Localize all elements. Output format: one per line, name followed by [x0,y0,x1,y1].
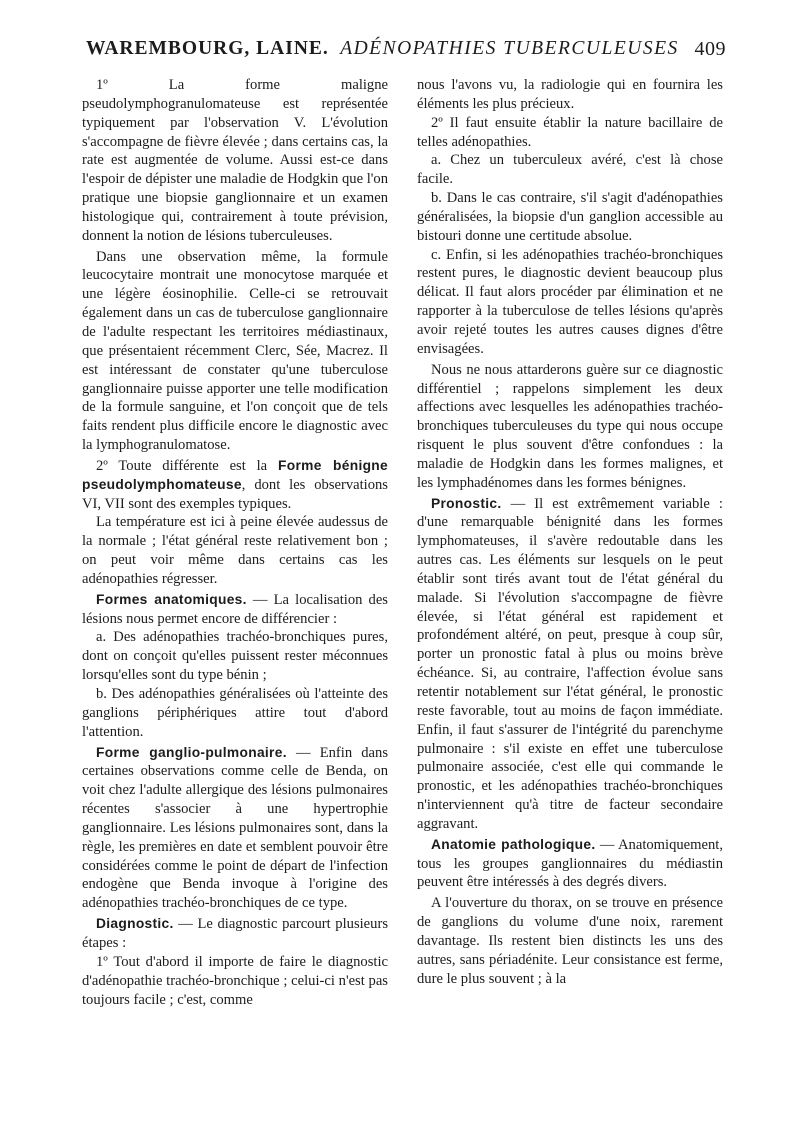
paragraph-text: — Anatomiquement, tous les groupes ganglionnaires du médiastin peuvent être intéressés à des degrés divers. [417,836,723,891]
header-title: ADÉNOPATHIES TUBERCULEUSES [340,38,679,59]
paragraph: nous l'avons vu, la radiologie qui en fournira les éléments les plus précieux. [417,77,723,112]
section-heading: Formes anatomiques. [96,591,247,607]
paragraph: 2º Il faut ensuite établir la nature bacillaire de telles adénopathies. [417,114,723,150]
paragraph-text: — Enfin dans certaines observations comme celle de Benda, on voit chez l'adulte allergique des lésions pulmonaires récentes s'associer à une hypertrophie ganglionnaire. Les lésions pulmonaires sont, dans la règle, les premières en date et semblent pouvoir être considérées comme le point de départ de l'infection endogène que Benda invoque à l'origine des adénopathies trachéo-bronchiques de ce type. [82,744,388,912]
paragraph [82,915,388,953]
section-heading: Forme ganglio-pulmonaire. [96,744,287,760]
paragraph [417,495,723,834]
list-item: b. Dans le cas contraire, s'il s'agit d'adénopathies généralisées, la biopsie d'un ganglion accessible au bistouri donne une certitude absolue. [417,190,723,244]
paragraph: A l'ouverture du thorax, on se trouve en présence de ganglions du volume d'une noix, rarement davantage. Ils restent bien distincts les uns des autres, sans périadénite. Leur consistance est ferme, dure le plus souvent ; à la [417,895,723,987]
paragraph: 1º La forme maligne pseudolymphogranulomateuse est représentée typiquement par l'observation V. L'évolution s'accompagne de fièvre élevée ; dans certains cas, la rate est augmentée de volume. Aussi est-ce dans l'espoir de dépister une maladie de Hodgkin que l'on pratique une biopsie ganglionnaire et un examen histologique qui, contrairement à toute prévision, donnent la notion de lésions tuberculeuses. [82,77,388,244]
section-heading: Anatomie pathologique. [431,836,596,852]
page-number: 409 [694,38,726,60]
paragraph [82,744,388,914]
paragraph: La température est ici à peine élevée audessus de la normale ; l'état général reste relativement bon ; on peut voir même dans certains cas les adénopathies régresser. [82,514,388,587]
section-heading: Forme bénigne pseudolymphomateuse [82,457,389,492]
paragraph-text: — La localisation des lésions nous permet encore de différencier : [82,591,388,627]
paragraph: Nous ne nous attarderons guère sur ce diagnostic différentiel ; rappelons simplement les deux affections avec lesquelles les adénopathies trachéo-bronchiques tuberculeuses du type qui nous occupe risquent le plus souvent d'être confondues : la maladie de Hodgkin dans les formes malignes, et les lymphadénomes dans les formes bénignes. [417,361,723,491]
paragraph [82,591,388,629]
paragraph-text: — Il est extrêmement variable : d'une remarquable bénignité dans les formes lymphomateuses, il s'avère redoutable dans les autres cas. Les éléments sur lesquels on le peut établir sont tirés avant tout de l'état général du malade. Si l'évolution s'accompagne de fièvre élevée, si l'état général est rapidement et profondément altéré, on peut, presque à coup sûr, porter un pronostic fatal à plus ou moins brève échéance. Si, au contraire, l'affection évolue sans retentir notablement sur l'état général, le pronostic reste favorable, tout au moins de façon immédiate. Enfin, il faut s'assurer de l'intégrité du parenchyme pulmonaire : s'il existe en effet une tuberculose pulmonaire associée, c'est elle qui commande le pronostic, et les adénopathies trachéo-bronchiques n'interviennent qu'à titre de facteur secondaire aggravant. [417,495,723,832]
running-header [86,38,726,60]
list-item: b. Des adénopathies généralisées où l'atteinte des ganglions périphériques attire tout d'abord l'attention. [82,686,388,740]
section-heading: Pronostic. [431,495,502,511]
paragraph-text: , dont les observations VI, VII sont des exemples typiques. [82,476,388,512]
paragraph-text: 2º Toute différente est la [96,457,279,474]
right-column [417,76,723,989]
paragraph: Dans une observation même, la formule leucocytaire montrait une monocytose marquée et une légère éosinophilie. Celle-ci se retrouvait également dans un cas de tuberculose ganglionnaire de l'adulte respectant les territoires médiastinaux, que présentaient récemment Clerc, Sée, Macrez. Il est intéressant de constater qu'une tuberculose ganglionnaire puisse apporter une telle modification de la formule sanguine, et l'on conçoit que de tels faits rendent plus difficile encore le diagnostic avec la lymphogranulomatose. [82,248,388,454]
list-item: a. Chez un tuberculeux avéré, c'est là chose facile. [417,152,723,188]
paragraph [417,836,723,893]
paragraph: 1º Tout d'abord il importe de faire le diagnostic d'adénopathie trachéo-bronchique ; celui-ci n'est pas toujours facile ; c'est, comme [82,953,388,1008]
list-item: c. Enfin, si les adénopathies trachéo-bronchiques restent pures, le diagnostic devient beaucoup plus délicat. Il faut alors procéder par élimination et ne rapporter à la tuberculose de telles lésions qu'après avoir rejeté toutes les autres causes dignes d'être envisagées. [417,246,723,357]
paragraph [82,457,388,514]
header-authors: WAREMBOURG, LAINE. [86,38,329,59]
section-heading: Diagnostic. [96,916,174,932]
list-item: a. Des adénopathies trachéo-bronchiques pures, dont on conçoit qu'elles puissent rester méconnues lorsqu'elles sont du type bénin ; [82,629,388,684]
paragraph-text: — Le diagnostic parcourt plusieurs étapes : [82,916,388,951]
left-column [82,76,388,1009]
